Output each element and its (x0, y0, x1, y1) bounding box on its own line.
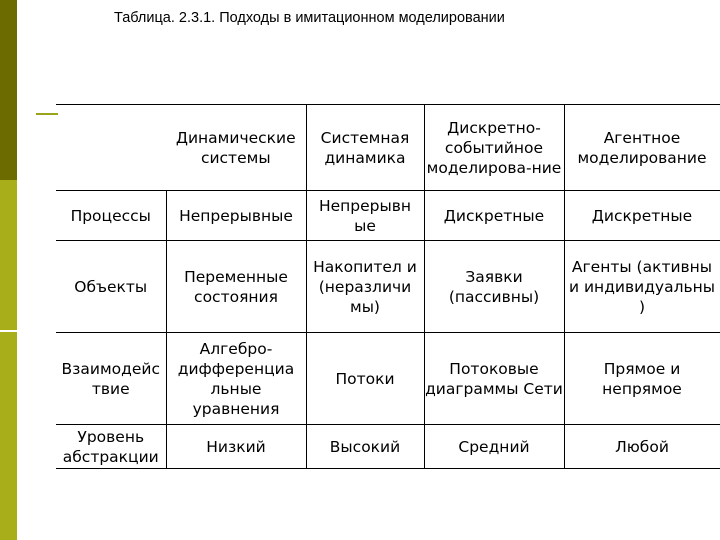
cell-objects-dynamic: Переменные состояния (166, 241, 306, 333)
cell-interaction-sysdyn: Потоки (306, 333, 424, 425)
cell-interaction-discrete: Потоковые диаграммы Сети (424, 333, 564, 425)
header-dynamic-systems: Динамические системы (166, 105, 306, 191)
cell-objects-sysdyn: Накопител и (неразличи мы) (306, 241, 424, 333)
table-row-interaction (56, 333, 720, 425)
row-label-processes: Процессы (56, 191, 166, 241)
header-system-dynamics: Системная динамика (306, 105, 424, 191)
cell-objects-agent: Агенты (активны и индивидуальны ) (564, 241, 720, 333)
row-label-abstraction: Уровень абстракции (56, 425, 166, 469)
cell-processes-sysdyn: Непрерывн ые (306, 191, 424, 241)
header-corner (56, 105, 166, 191)
slide-sidebar-top (0, 0, 17, 180)
cell-processes-dynamic: Непрерывные (166, 191, 306, 241)
accent-line (36, 113, 58, 115)
table-row-objects (56, 241, 720, 333)
cell-objects-discrete: Заявки (пассивны) (424, 241, 564, 333)
cell-abstraction-agent: Любой (564, 425, 720, 469)
cell-abstraction-sysdyn: Высокий (306, 425, 424, 469)
slide-sidebar-divider (0, 330, 17, 332)
row-label-objects: Объекты (56, 241, 166, 333)
table-row-abstraction (56, 425, 720, 469)
approaches-table (56, 104, 720, 469)
row-label-interaction: Взаимодейс твие (56, 333, 166, 425)
cell-interaction-agent: Прямое и непрямое (564, 333, 720, 425)
cell-processes-discrete: Дискретные (424, 191, 564, 241)
cell-abstraction-dynamic: Низкий (166, 425, 306, 469)
header-discrete-event: Дискретно-событийное моделирова-ние (424, 105, 564, 191)
cell-processes-agent: Дискретные (564, 191, 720, 241)
cell-interaction-dynamic: Алгебро-дифференциа льные уравнения (166, 333, 306, 425)
table-row-processes (56, 191, 720, 241)
header-agent-based: Агентное моделирование (564, 105, 720, 191)
cell-abstraction-discrete: Средний (424, 425, 564, 469)
table-title: Таблица. 2.3.1. Подходы в имитационном моделировании (114, 10, 505, 26)
slide-sidebar-bottom (0, 180, 17, 540)
table-header-row (56, 105, 720, 191)
